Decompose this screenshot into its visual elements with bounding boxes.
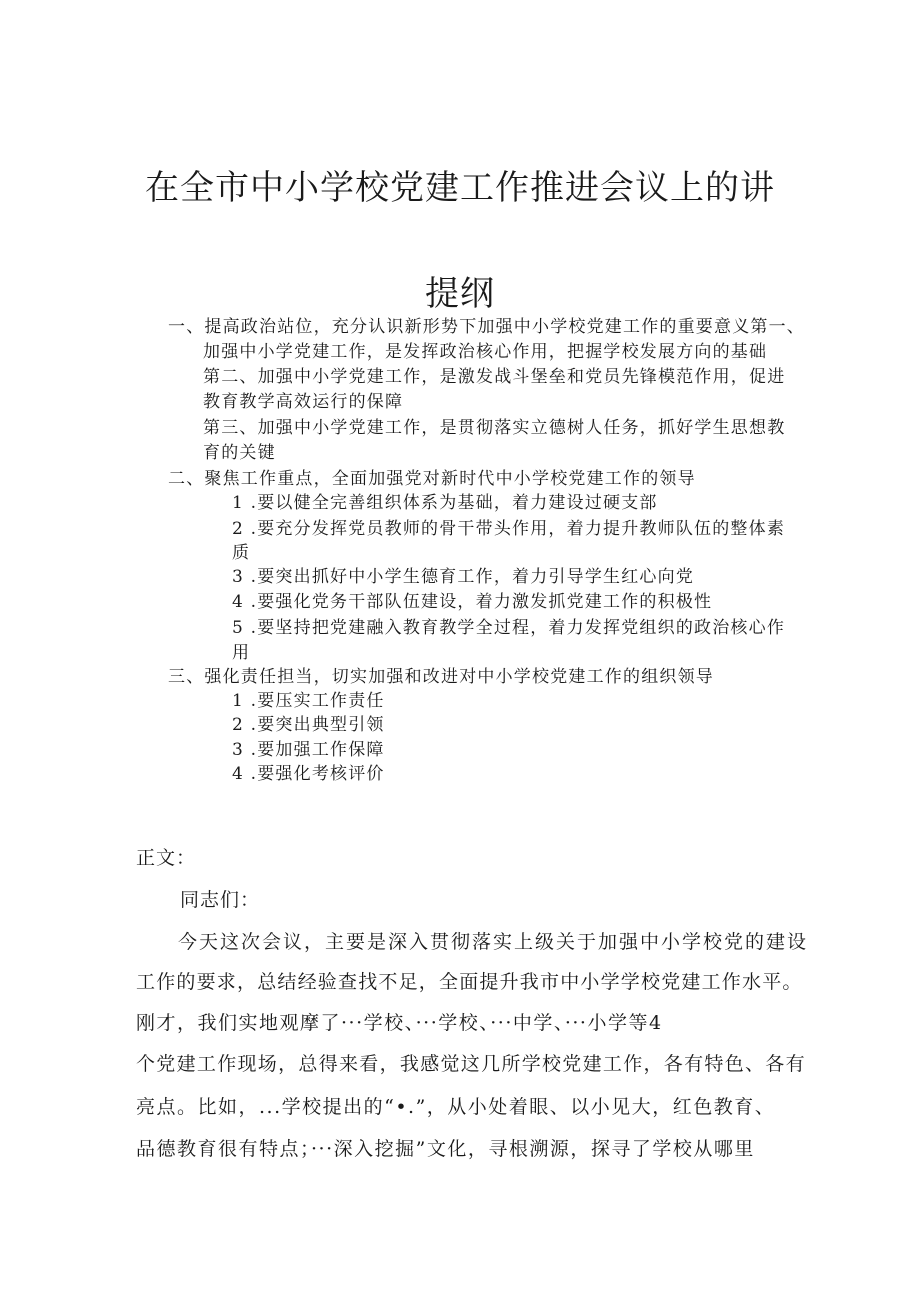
paragraph-line: 个党建工作现场，总得来看，我感觉这几所学校党建工作，各有特色、各有 [136, 1053, 806, 1075]
outline-item: 1 .要以健全完善组织体系为基础，着力建设过硬支部 [232, 493, 658, 513]
main-text-label: 正文： [136, 847, 197, 869]
outline-point-2-cont: 教育教学高效运行的保障 [203, 392, 404, 412]
outline-heading-1: 一、提高政治站位，充分认识新形势下加强中小学校党建工作的重要意义第一、 [168, 317, 805, 337]
paragraph-line: 今天这次会议，主要是深入贯彻落实上级关于加强中小学校党的建设 [178, 931, 809, 953]
outline-heading-3: 三、强化责任担当，切实加强和改进对中小学校党建工作的组织领导 [168, 667, 714, 687]
paragraph-line: 工作的要求，总结经验查找不足，全面提升我市中小学学校党建工作水平。 [136, 971, 803, 993]
outline-item: 2 .要充分发挥党员教师的骨干带头作用，着力提升教师队伍的整体素 [232, 519, 786, 539]
paragraph-line: 刚才，我们实地观摩了···学校、···学校、···中学、···小学等4 [136, 1012, 663, 1034]
paragraph-line: 亮点。比如，...学校提出的“•.”，从小处着眼、以小见大，红色教育、 [136, 1096, 776, 1118]
outline-heading-2: 二、聚焦工作重点，全面加强党对新时代中小学校党建工作的领导 [168, 469, 696, 489]
outline-item-cont: 用 [232, 643, 251, 663]
document-title-line-2: 提纲 [425, 274, 495, 314]
outline-item: 2 .要突出典型引领 [232, 715, 385, 735]
outline-item: 3 .要突出抓好中小学生德育工作，着力引导学生红心向党 [232, 567, 695, 587]
outline-heading-1-cont: 加强中小学党建工作，是发挥政治核心作用，把握学校发展方向的基础 [203, 342, 768, 362]
outline-point-2: 第二、加强中小学党建工作，是激发战斗堡垒和党员先锋模范作用，促进 [203, 367, 786, 387]
outline-item: 1 .要压实工作责任 [232, 691, 385, 711]
outline-item: 3 .要加强工作保障 [232, 740, 385, 760]
outline-item: 4 .要强化考核评价 [232, 764, 385, 784]
greeting: 同志们： [180, 889, 261, 911]
outline-item-cont: 质 [232, 543, 251, 563]
outline-item: 5 .要坚持把党建融入教育教学全过程，着力发挥党组织的政治核心作 [232, 618, 786, 638]
outline-point-3: 第三、加强中小学党建工作，是贯彻落实立德树人任务，抓好学生思想教 [203, 418, 786, 438]
paragraph-line: 品德教育很有特点；···深入挖掘”文化，寻根溯源，探寻了学校从哪里 [136, 1138, 755, 1160]
outline-point-3-cont: 育的关键 [203, 443, 276, 463]
outline-item: 4 .要强化党务干部队伍建设，着力激发抓党建工作的积极性 [232, 592, 713, 612]
document-title-line-1: 在全市中小学校党建工作推进会议上的讲 [145, 168, 775, 208]
